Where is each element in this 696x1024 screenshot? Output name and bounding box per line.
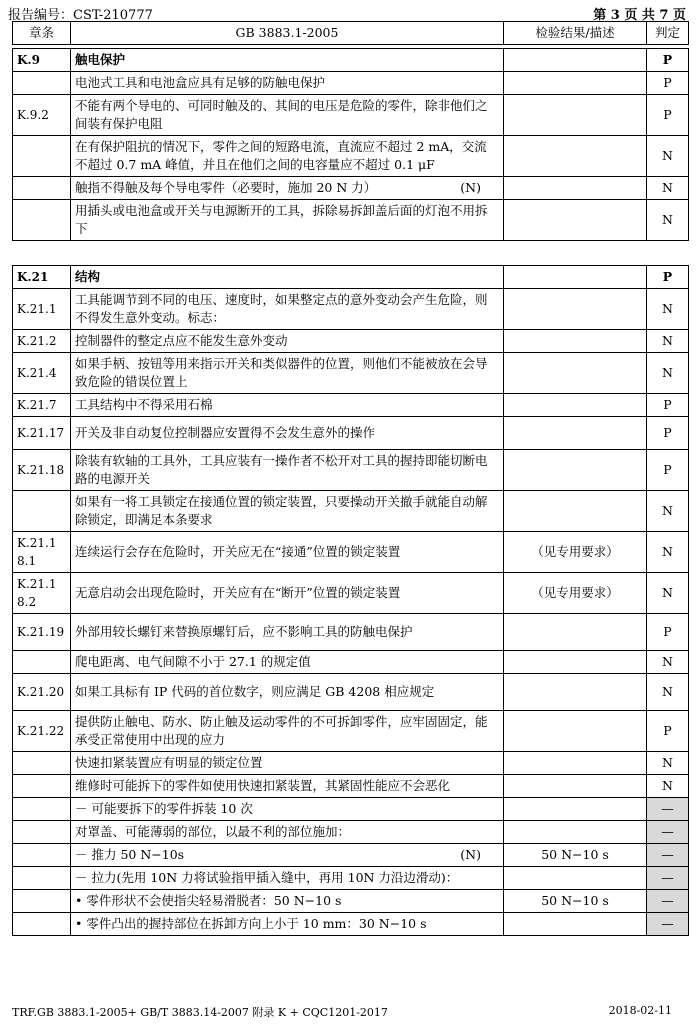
verdict-cell: P — [647, 72, 689, 95]
clause-cell — [13, 72, 71, 95]
result-cell — [504, 177, 647, 200]
requirement-text: • 零件形状不会使指尖轻易滑脱者：50 N−10 s — [75, 893, 342, 908]
requirement-cell — [71, 491, 504, 532]
requirement-text-wrap — [75, 846, 499, 864]
requirement-text-wrap — [75, 424, 499, 442]
clause-cell — [13, 136, 71, 177]
requirement-cell — [71, 651, 504, 674]
verdict-cell: — — [647, 798, 689, 821]
requirement-text-wrap — [75, 713, 499, 749]
clause-cell: K.21.2 — [13, 330, 71, 353]
table-row — [13, 394, 689, 417]
requirement-text-wrap — [75, 869, 499, 887]
clause-cell — [13, 890, 71, 913]
verdict-cell: N — [647, 752, 689, 775]
clause-cell — [13, 798, 71, 821]
footer-standard: TRF.GB 3883.1-2005+ GB/T 3883.14-2007 附录 K + CQC1201-2017 — [12, 1006, 388, 1019]
requirement-text-wrap — [75, 138, 499, 174]
table-row — [13, 417, 689, 450]
requirement-cell — [71, 353, 504, 394]
col-clause-header: 章条 — [13, 22, 71, 45]
result-cell: 50 N−10 s — [504, 890, 647, 913]
result-cell — [504, 450, 647, 491]
col-verdict-header: 判定 — [647, 22, 689, 45]
requirement-cell — [71, 711, 504, 752]
requirement-text-wrap — [75, 823, 499, 841]
section-verdict: P — [647, 266, 689, 289]
requirement-text-wrap — [75, 74, 499, 92]
requirement-text-wrap — [75, 291, 499, 327]
requirement-text: 如果手柄、按钮等用来指示开关和类似器件的位置，则他们不能被放在会导致危险的错误位置上 — [75, 356, 488, 389]
requirement-text: • 零件凸出的握持部位在拆卸方向上小于 10 mm：30 N−10 s — [75, 916, 427, 931]
verdict-cell: — — [647, 821, 689, 844]
table-row — [13, 72, 689, 95]
verdict-cell: P — [647, 450, 689, 491]
result-cell — [504, 798, 647, 821]
verdict-cell: P — [647, 394, 689, 417]
page-footer — [12, 1004, 688, 1018]
requirement-text-wrap — [75, 584, 499, 602]
requirement-cell — [71, 573, 504, 614]
table-row — [13, 353, 689, 394]
verdict-cell: N — [647, 200, 689, 241]
col-result-header: 检验结果/描述 — [504, 22, 647, 45]
result-cell — [504, 821, 647, 844]
result-cell — [504, 417, 647, 450]
clause-cell: K.21.1 — [13, 289, 71, 330]
requirement-cell — [71, 177, 504, 200]
requirement-cell — [71, 200, 504, 241]
clause-cell — [13, 775, 71, 798]
clause-cell — [13, 867, 71, 890]
table-row — [13, 532, 689, 573]
requirement-cell — [71, 867, 504, 890]
clause-cell: K.21.18 — [13, 450, 71, 491]
result-cell — [504, 913, 647, 936]
requirement-cell — [71, 394, 504, 417]
table-row — [13, 711, 689, 752]
requirement-text-wrap — [75, 683, 499, 701]
section-title: 结构 — [71, 266, 504, 289]
col-requirement-header: GB 3883.1-2005 — [71, 22, 504, 45]
table-row — [13, 330, 689, 353]
requirement-text-wrap — [75, 777, 499, 795]
clause-cell: K.21.7 — [13, 394, 71, 417]
verdict-cell: N — [647, 775, 689, 798]
verdict-cell: P — [647, 614, 689, 651]
verdict-cell: — — [647, 890, 689, 913]
requirement-cell — [71, 95, 504, 136]
table-row — [13, 573, 689, 614]
requirement-text: 提供防止触电、防水、防止触及运动零件的不可拆卸零件，应牢固固定，能承受正常使用中出现的应力 — [75, 714, 488, 747]
section-k9-table — [12, 48, 689, 241]
requirement-text: 维修时可能拆下的零件如使用快速扣紧装置，其紧固性能应不会恶化 — [75, 778, 451, 793]
result-cell: （见专用要求） — [504, 573, 647, 614]
clause-cell — [13, 752, 71, 775]
table-row — [13, 821, 689, 844]
requirement-text: 爬电距离、电气间隙不小于 27.1 的规定值 — [75, 654, 311, 669]
requirement-text: 连续运行会存在危险时，开关应无在“接通”位置的锁定装置 — [75, 544, 401, 559]
result-cell — [504, 651, 647, 674]
result-cell — [504, 95, 647, 136]
requirement-text-wrap — [75, 754, 499, 772]
requirement-text: 对罩盖、可能薄弱的部位，以最不利的部位施加： — [75, 824, 351, 839]
clause-cell: K.21.17 — [13, 417, 71, 450]
clause-cell: K.9.2 — [13, 95, 71, 136]
requirement-text-wrap — [75, 653, 499, 671]
section-verdict: P — [647, 49, 689, 72]
table-row — [13, 614, 689, 651]
requirement-text-wrap — [75, 396, 499, 414]
result-cell — [504, 289, 647, 330]
table-row — [13, 177, 689, 200]
table-row — [13, 450, 689, 491]
section-title-row — [13, 49, 689, 72]
table-row — [13, 491, 689, 532]
result-cell — [504, 711, 647, 752]
section-result — [504, 49, 647, 72]
verdict-cell: N — [647, 353, 689, 394]
clause-cell — [13, 177, 71, 200]
result-cell — [504, 752, 647, 775]
requirement-cell — [71, 844, 504, 867]
requirement-cell — [71, 798, 504, 821]
clause-cell: K.21.19 — [13, 614, 71, 651]
clause-cell — [13, 821, 71, 844]
result-cell — [504, 491, 647, 532]
requirement-text-wrap — [75, 452, 499, 488]
section-clause: K.9 — [13, 49, 71, 72]
verdict-cell: — — [647, 867, 689, 890]
requirement-text: 电池式工具和电池盒应具有足够的防触电保护 — [75, 75, 326, 90]
page-indicator: 第 3 页 共 7 页 — [593, 8, 686, 23]
requirement-text-wrap — [75, 623, 499, 641]
requirement-cell — [71, 330, 504, 353]
result-cell — [504, 200, 647, 241]
requirement-text-wrap — [75, 800, 499, 818]
page-header — [8, 2, 690, 23]
result-cell — [504, 330, 647, 353]
result-cell — [504, 136, 647, 177]
requirement-cell — [71, 72, 504, 95]
requirement-text-wrap — [75, 892, 499, 910]
requirement-text-wrap — [75, 543, 499, 561]
requirement-text-wrap — [75, 179, 499, 197]
table-row — [13, 289, 689, 330]
table-row — [13, 913, 689, 936]
verdict-cell: — — [647, 844, 689, 867]
column-header-table — [12, 21, 689, 45]
footer-date: 2018-02-11 — [608, 1004, 672, 1017]
clause-cell: K.21.18.2 — [13, 573, 71, 614]
verdict-cell: N — [647, 177, 689, 200]
result-cell — [504, 72, 647, 95]
requirement-text: 在有保护阻抗的情况下，零件之间的短路电流，直流应不超过 2 mA，交流不超过 0.7 mA 峰值，并且在他们之间的电容量应不超过 0.1 μF — [75, 139, 487, 172]
table-row — [13, 200, 689, 241]
table-row — [13, 867, 689, 890]
requirement-text-wrap — [75, 202, 499, 238]
verdict-cell: P — [647, 711, 689, 752]
requirement-cell — [71, 614, 504, 651]
verdict-cell: — — [647, 913, 689, 936]
section-k21-table — [12, 265, 689, 936]
requirement-text: 不能有两个导电的、可同时触及的、其间的电压是危险的零件，除非他们之间装有保护电阻 — [75, 98, 488, 131]
requirement-cell — [71, 136, 504, 177]
requirement-cell — [71, 913, 504, 936]
verdict-cell: N — [647, 289, 689, 330]
table-row — [13, 890, 689, 913]
result-cell — [504, 775, 647, 798]
column-header-row — [13, 22, 689, 45]
section-title: 触电保护 — [71, 49, 504, 72]
report-number: 报告编号：CST-210777 — [8, 8, 153, 23]
requirement-text: 工具结构中不得采用石棉 — [75, 397, 213, 412]
table-row — [13, 674, 689, 711]
table-row — [13, 136, 689, 177]
table-row — [13, 798, 689, 821]
table-row — [13, 752, 689, 775]
requirement-text: 如果工具标有 IP 代码的首位数字，则应满足 GB 4208 相应规定 — [75, 684, 435, 699]
requirement-text: 如果有一将工具锁定在接通位置的锁定装置，只要操动开关撤手就能自动解除锁定，即满足本条要求 — [75, 494, 488, 527]
requirement-text: － 可能要拆下的零件拆装 10 次 — [75, 801, 253, 816]
clause-cell: K.21.20 — [13, 674, 71, 711]
clause-cell: K.21.18.1 — [13, 532, 71, 573]
table-row — [13, 651, 689, 674]
requirement-cell — [71, 890, 504, 913]
requirement-text-wrap — [75, 915, 499, 933]
table-row — [13, 95, 689, 136]
result-cell — [504, 867, 647, 890]
clause-cell — [13, 844, 71, 867]
verdict-cell: N — [647, 491, 689, 532]
clause-cell — [13, 491, 71, 532]
result-cell — [504, 353, 647, 394]
requirement-text: 工具能调节到不同的电压、速度时，如果整定点的意外变动会产生危险，则不得发生意外变动。标志： — [75, 292, 488, 325]
result-cell — [504, 394, 647, 417]
result-cell — [504, 674, 647, 711]
section-title-row — [13, 266, 689, 289]
section-result — [504, 266, 647, 289]
requirement-text: 控制器件的整定点应不能发生意外变动 — [75, 333, 288, 348]
verdict-cell: N — [647, 532, 689, 573]
requirement-text-wrap — [75, 355, 499, 391]
requirement-cell — [71, 775, 504, 798]
verdict-cell: N — [647, 674, 689, 711]
result-cell: （见专用要求） — [504, 532, 647, 573]
requirement-cell — [71, 450, 504, 491]
verdict-cell: P — [647, 95, 689, 136]
clause-cell — [13, 651, 71, 674]
requirement-text: 触指不得触及每个导电零件（必要时，施加 20 N 力） — [75, 180, 377, 195]
requirement-text: 除装有软轴的工具外，工具应装有一操作者不松开对工具的握持即能切断电路的电源开关 — [75, 453, 488, 486]
section-clause: K.21 — [13, 266, 71, 289]
inline-note: (N) — [460, 847, 481, 862]
requirement-text: 用插头或电池盒或开关与电源断开的工具，拆除易拆卸盖后面的灯泡不用拆下 — [75, 203, 488, 236]
verdict-cell: N — [647, 651, 689, 674]
clause-cell: K.21.22 — [13, 711, 71, 752]
requirement-text: 外部用较长螺钉来替换原螺钉后，应不影响工具的防触电保护 — [75, 624, 413, 639]
requirement-text: 开关及非自动复位控制器应安置得不会发生意外的操作 — [75, 425, 376, 440]
requirement-cell — [71, 674, 504, 711]
requirement-text: － 拉力(先用 10N 力将试验指甲插入缝中，再用 10N 力沿边滑动)： — [75, 870, 459, 885]
clause-cell — [13, 913, 71, 936]
verdict-cell: P — [647, 417, 689, 450]
verdict-cell: N — [647, 330, 689, 353]
clause-cell: K.21.4 — [13, 353, 71, 394]
requirement-cell — [71, 821, 504, 844]
requirement-text-wrap — [75, 493, 499, 529]
requirement-cell — [71, 532, 504, 573]
requirement-text: 快速扣紧装置应有明显的锁定位置 — [75, 755, 263, 770]
requirement-cell — [71, 752, 504, 775]
verdict-cell: N — [647, 136, 689, 177]
result-cell — [504, 614, 647, 651]
inline-note: (N) — [460, 180, 481, 195]
requirement-text: 无意启动会出现危险时，开关应有在“断开”位置的锁定装置 — [75, 585, 401, 600]
table-row — [13, 775, 689, 798]
requirement-text-wrap — [75, 97, 499, 133]
result-cell: 50 N−10 s — [504, 844, 647, 867]
clause-cell — [13, 200, 71, 241]
requirement-cell — [71, 417, 504, 450]
table-row — [13, 844, 689, 867]
requirement-text: － 推力 50 N−10s — [75, 847, 185, 862]
requirement-cell — [71, 289, 504, 330]
verdict-cell: N — [647, 573, 689, 614]
requirement-text-wrap — [75, 332, 499, 350]
